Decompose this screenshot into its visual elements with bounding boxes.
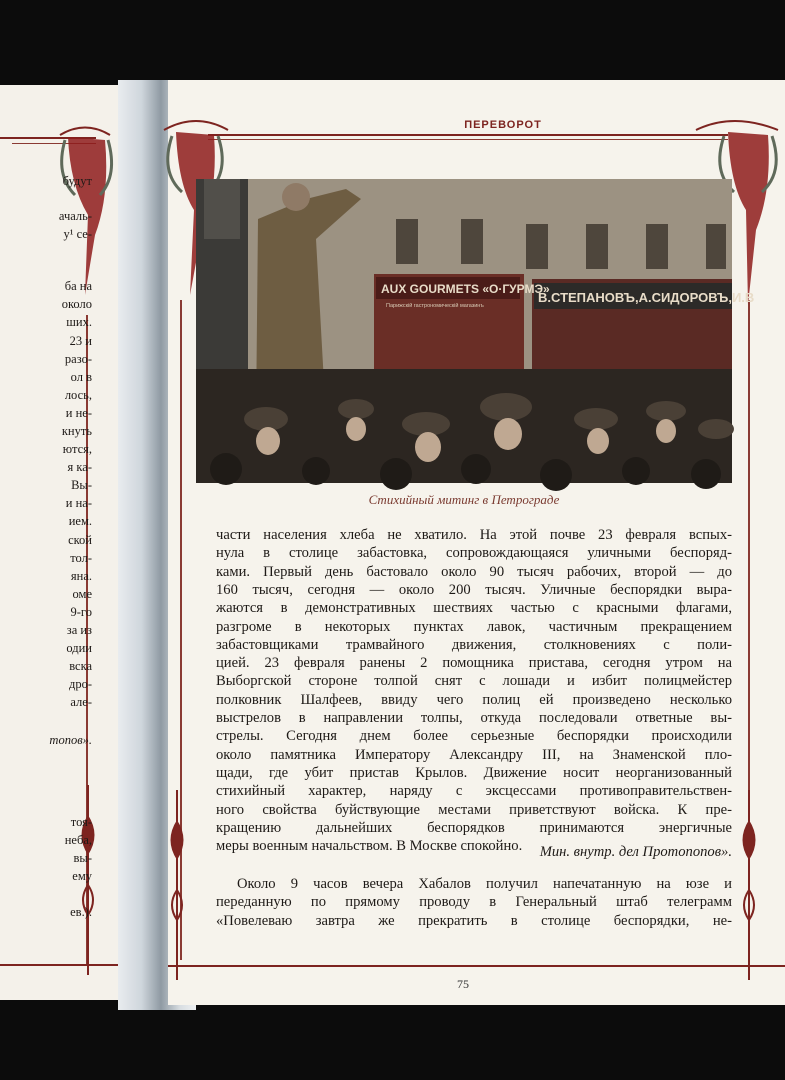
- top-rule: [208, 134, 728, 136]
- body-line: 160 тысяч, сегодня — около 200 тысяч. Уличные беспорядки выра-: [216, 581, 732, 598]
- left-text-fragment: неба,: [64, 833, 92, 847]
- left-text-fragment: вы-: [73, 851, 92, 865]
- left-text-fragment: ба на: [64, 279, 92, 293]
- left-text-fragment: разо-: [64, 352, 92, 366]
- left-text-fragment: ием.: [68, 514, 92, 528]
- left-text-fragment: ол в: [70, 370, 92, 384]
- left-text-fragment: я ка-: [67, 460, 92, 474]
- left-text-fragment: 23 и: [69, 334, 92, 348]
- body-line: стрелы. Сегодня днем более серьезные беспорядки происходили: [216, 728, 732, 745]
- left-text-fragment: 9-го: [70, 605, 92, 619]
- shop-sign-stepanov: В.СТЕПАНОВЪ,А.СИДОРОВЪ,И.В: [538, 290, 755, 305]
- left-text-fragment: будут: [62, 174, 92, 188]
- body-line: стихийный характер, наряду с эксцессами противоправительствен-: [216, 783, 732, 800]
- left-text-fragment: ев.).: [70, 905, 92, 919]
- body-line: забастовщиками трамвайного движения, столкновениях с поли-: [216, 636, 732, 653]
- left-text-fragment: ачаль-: [58, 209, 92, 223]
- bottom-rule: [168, 965, 785, 967]
- left-text-fragment: и на-: [65, 496, 92, 510]
- left-text-fragment: але-: [70, 695, 92, 709]
- photo-caption: Стихийный митинг в Петрограде: [368, 492, 560, 507]
- left-text-fragment: одии: [66, 641, 92, 655]
- body-line: разгроме в некоторых пунктах лавок, частичным прекращением: [216, 618, 732, 635]
- left-text-fragment: тол-: [70, 551, 92, 565]
- left-text-fragment: яна.: [70, 569, 92, 583]
- left-text-fragment: дро-: [68, 677, 92, 691]
- page-number: 75: [457, 977, 469, 991]
- body-line: меры военным начальством. В Москве спокойно.: [216, 838, 523, 855]
- right-page: [168, 80, 785, 1005]
- left-text-fragment: Вы-: [71, 478, 92, 492]
- shop-sign-gourmets-sub: Парижскій гастрономическій магазинъ: [386, 303, 484, 309]
- left-text-fragment: и не-: [65, 406, 92, 420]
- signature: Мин. внутр. дел Протопопов».: [539, 844, 732, 860]
- body-line: ного свойства буйствующие местами приветствуют войска. К пре-: [216, 801, 732, 818]
- left-text-fragment: оме: [72, 587, 92, 601]
- body-line: кращению дальнейших беспорядков принимаются энергичные: [216, 819, 732, 836]
- rally-photo-image: [196, 179, 755, 483]
- left-text-fragment: тоя-: [70, 815, 92, 829]
- left-text-fragment: вска: [69, 659, 92, 673]
- body-line: части населения хлеба не хватило. На этой почве 23 февраля вспых-: [216, 527, 732, 543]
- paragraph-line: Около 9 часов вечера Хабалов получил напечатанную на юзе и: [237, 876, 732, 892]
- left-text-fragment: ются,: [62, 442, 92, 456]
- left-text-fragment: у¹ се-: [63, 227, 92, 241]
- left-text-fragment: за из: [66, 623, 92, 637]
- left-text-fragment: ших.: [66, 315, 92, 329]
- left-text-fragment: топов».: [49, 733, 92, 747]
- body-line: выстрелов в направлении толпы, откуда последовали ответные вы-: [216, 710, 732, 726]
- body-line: нула в столице забастовка, сопровождающаяся уличными беспоряд-: [216, 545, 732, 562]
- left-text-fragment: лось,: [64, 388, 92, 402]
- rally-photo: [196, 179, 755, 483]
- ornament-bottom-left-icon: [162, 790, 192, 980]
- body-line: полковник Шалфеев, ввиду чего полиц ей произведено несколько: [216, 691, 732, 708]
- left-text-fragment: ской: [68, 533, 92, 547]
- ornament-bottom-right-icon: [734, 790, 764, 980]
- paragraph-line: переданную по прямому проводу в Генеральный штаб телеграмм: [216, 894, 732, 911]
- running-head: ПЕРЕВОРОТ: [464, 119, 542, 131]
- body-line: щади, где убит пристав Крылов. Движение носит неорганизованный: [216, 764, 732, 781]
- left-text-fragment: около: [61, 297, 92, 311]
- top-rule-thin: [208, 139, 728, 140]
- body-line: Выборгской стороне толпой снят с лошади и избит полицмейстер: [216, 673, 732, 690]
- body-line: жаются в демонстративных шествиях частью с красными флагами,: [216, 600, 732, 617]
- paragraph-line: «Повелеваю завтра же прекратить в столице беспорядки, не-: [216, 912, 732, 929]
- body-line: ками. Первый день бастовало около 90 тысяч рабочих, второй — до: [216, 563, 732, 580]
- left-text-fragment: кнуть: [61, 424, 92, 438]
- body-line: цией. 23 февраля ранены 2 помощника пристава, сегодня утром на: [216, 655, 732, 672]
- shop-sign-gourmets: AUX GOURMETS «О·ГУРМЭ»: [381, 282, 550, 296]
- body-line: около памятника Императору Александру III, на Знаменской пло-: [216, 746, 732, 763]
- left-text-fragment: ему: [72, 869, 92, 883]
